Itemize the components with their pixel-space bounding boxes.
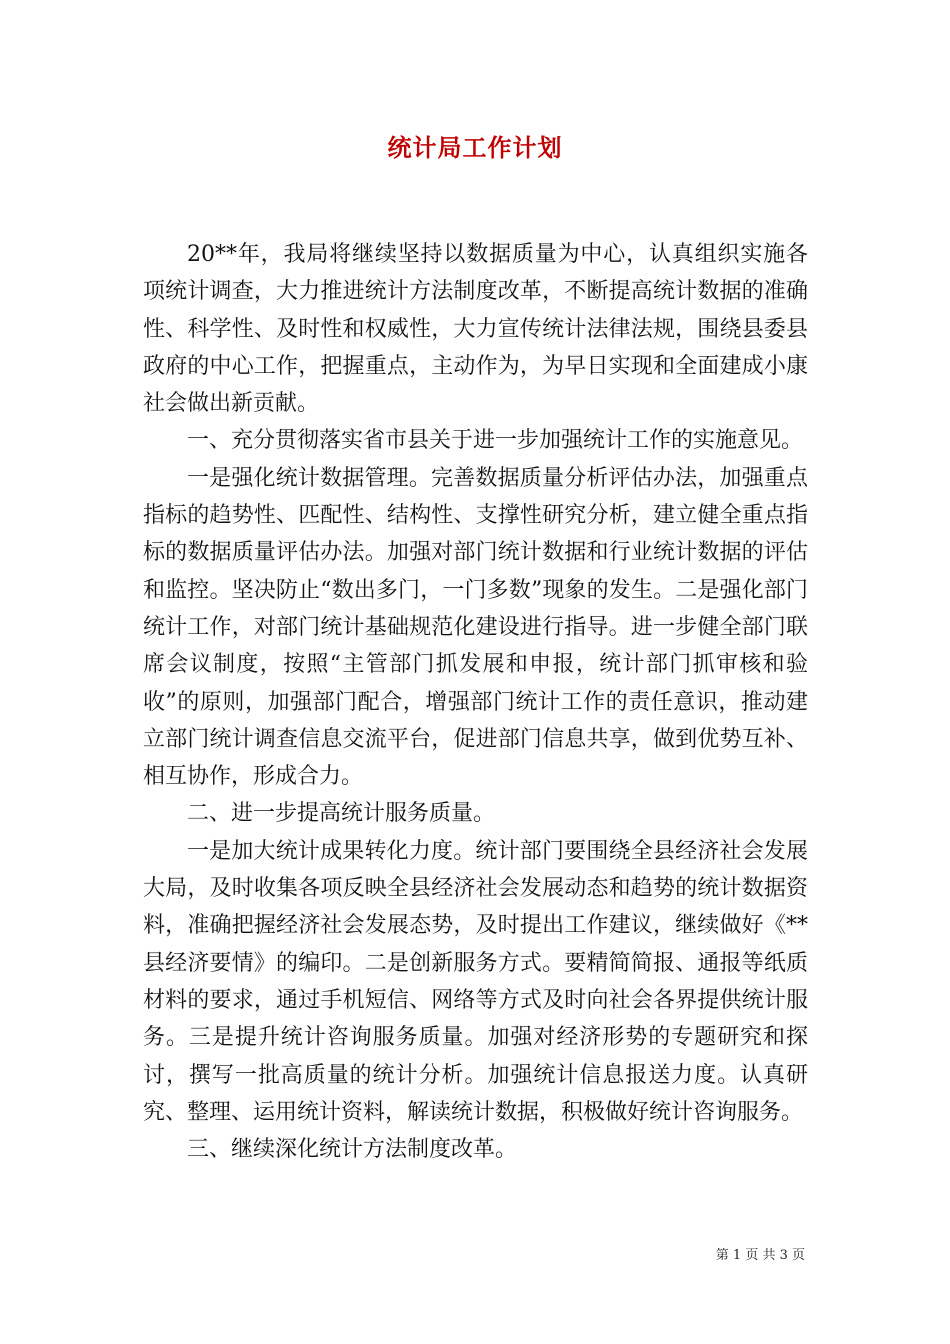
paragraph-section-1: 一是强化统计数据管理。完善数据质量分析评估办法，加强重点指标的趋势性、匹配性、结构性、支撑性研究分析，建立健全重点指标的数据质量评估办法。加强对部门统计数据和行业统计数据的评估和监控。坚决防止“数出多门，一门多数”现象的发生。二是强化部门统计工作，对部门统计基础规范化建设进行指导。进一步健全部门联席会议制度，按照“主管部门抓发展和申报，统计部门抓审核和验收”的原则，加强部门配合，增强部门统计工作的责任意识，推动建立部门统计调查信息交流平台，促进部门信息共享，做到优势互补、相互协作，形成合力。 [143,465,808,790]
page-title: 统计局工作计划 [387,133,563,162]
paragraph-section-2: 一是加大统计成果转化力度。统计部门要围绕全县经济社会发展大局，及时收集各项反映全县经济社会发展动态和趋势的统计数据资料，准确把握经济社会发展态势，及时提出工作建议，继续做好《**县经济要情》的编印。二是创新服务方式。要精简简报、通报等纸质材料的要求，通过手机短信、网络等方式及时向社会各界提供统计服务。三是提升统计咨询服务质量。加强对经济形势的专题研究和探讨，撰写一批高质量的统计分析。加强统计信息报送力度。认真研究、整理、运用统计资料，解读统计数据，积极做好统计咨询服务。 [143,838,808,1125]
section-heading-3: 三、继续深化统计方法制度改革。 [187,1137,518,1163]
document-body [143,236,808,1168]
page-number: 第 1 页 共 3 页 [715,1248,805,1263]
section-heading-1: 一、充分贯彻落实省市县关于进一步加强统计工作的实施意见。 [187,428,804,454]
section-heading-2: 二、进一步提高统计服务质量。 [187,801,496,827]
paragraph-intro: 20**年，我局将继续坚持以数据质量为中心，认真组织实施各项统计调查，大力推进统计方法制度改革，不断提高统计数据的准确性、科学性、及时性和权威性，大力宣传统计法律法规，围绕县委县政府的中心工作，把握重点，主动作为，为早日实现和全面建成小康社会做出新贡献。 [143,242,808,417]
